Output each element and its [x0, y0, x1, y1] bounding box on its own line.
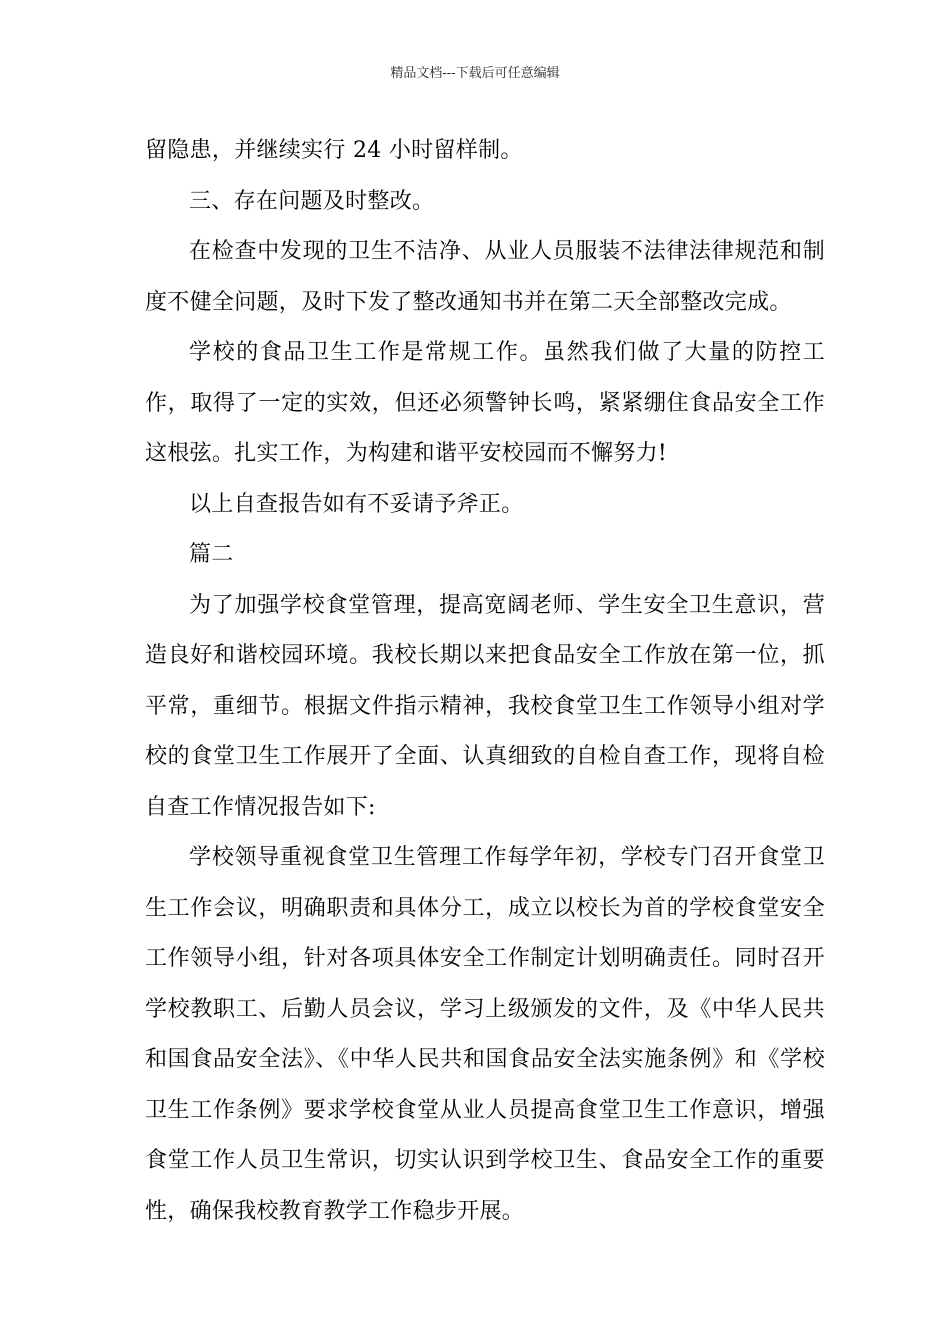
- section-heading: 篇二: [189, 542, 234, 567]
- paragraph-3: 在检查中发现的卫生不洁净、从业人员服装不法律法律规范和制度不健全问题，及时下发了整改通知书并在第二天全部整改完成。: [145, 239, 825, 315]
- document-body: [145, 126, 825, 1237]
- paragraph-7: 学校领导重视食堂卫生管理工作每学年初，学校专门召开食堂卫生工作会议，明确职责和具体分工，成立以校长为首的学校食堂安全工作领导小组，针对各项具体安全工作制定计划明确责任。同时召开学校教职工、后勤人员会议，学习上级颁发的文件，及《中华人民共和国食品安全法》、《中华人民共和国食品安全法实施条例》和《学校卫生工作条例》要求学校食堂从业人员提高食堂卫生工作意识，增强食堂工作人员卫生常识，切实认识到学校卫生、食品安全工作的重要性，确保我校教育教学工作稳步开展。: [145, 845, 825, 1224]
- paragraph-4: 学校的食品卫生工作是常规工作。虽然我们做了大量的防控工作，取得了一定的实效，但还必须警钟长鸣，紧紧绷住食品安全工作这根弦。扎实工作，为构建和谐平安校园而不懈努力!: [145, 340, 825, 466]
- paragraph-6: 为了加强学校食堂管理，提高宽阔老师、学生安全卫生意识，营造良好和谐校园环境。我校长期以来把食品安全工作放在第一位，抓平常，重细节。根据文件指示精神，我校食堂卫生工作领导小组对学校的食堂卫生工作展开了全面、认真细致的自检自查工作，现将自检自查工作情况报告如下:: [145, 592, 825, 820]
- page-header: 精品文档---下载后可任意编辑: [390, 66, 560, 81]
- paragraph-5: 以上自查报告如有不妥请予斧正。: [189, 491, 524, 517]
- paragraph-1: 留隐患，并继续实行 24 小时留样制。: [145, 138, 523, 163]
- paragraph-2: 三、存在问题及时整改。: [189, 188, 435, 214]
